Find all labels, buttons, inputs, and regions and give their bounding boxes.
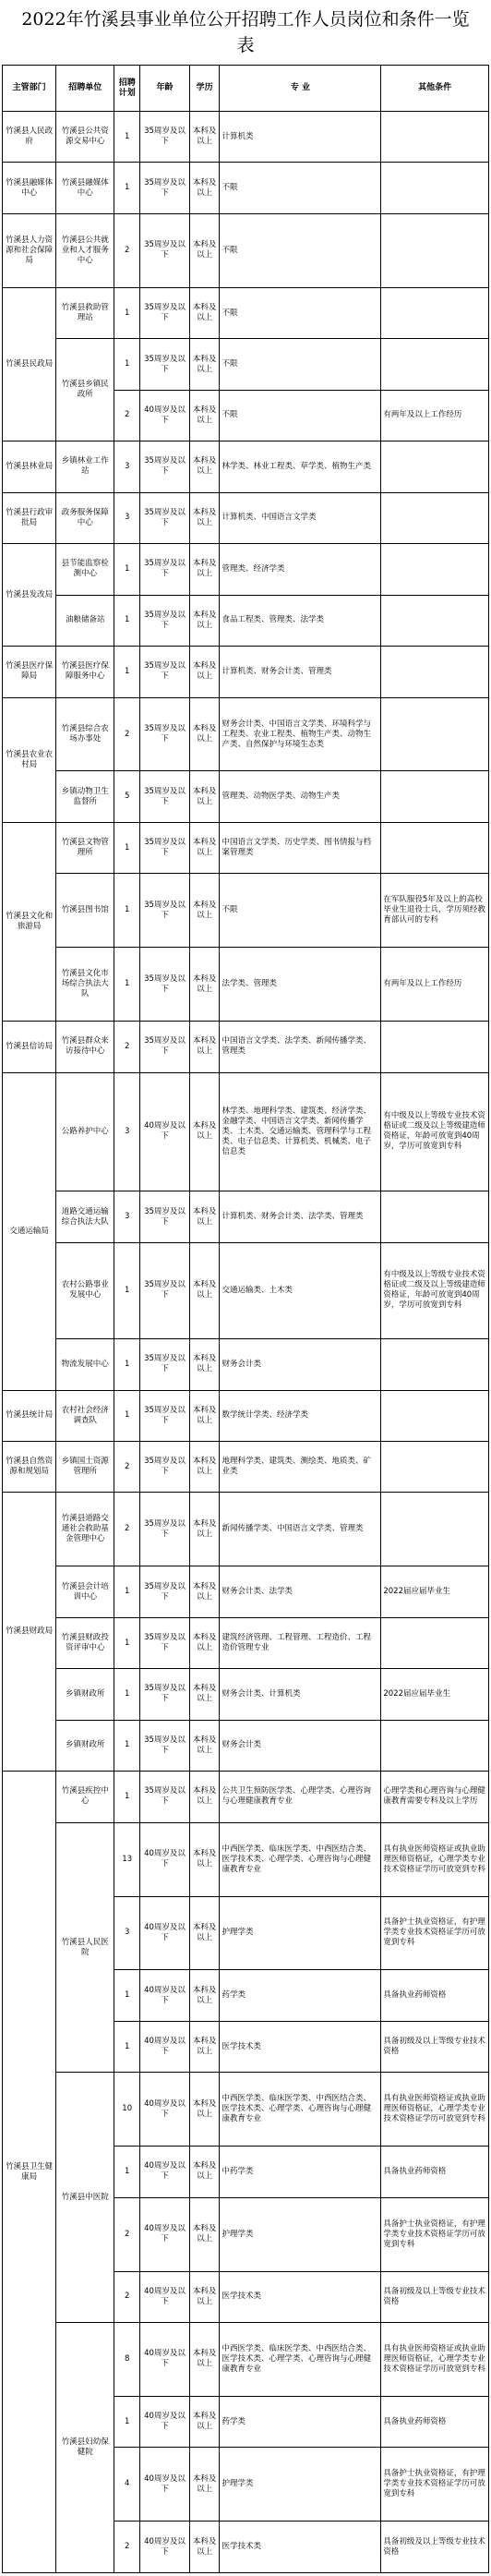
other-cell	[381, 1441, 489, 1492]
unit-cell: 物流发展中心	[56, 1339, 114, 1390]
other-cell: 具有执业医师资格证或执业助理医师资格证，心理学类专业技术资格证学历可放宽到专科	[381, 1822, 489, 1896]
plan-cell: 10	[114, 2073, 140, 2147]
major-cell: 财务会计类	[220, 1720, 381, 1771]
age-cell: 35周岁及以下	[140, 647, 190, 697]
unit-cell: 竹溪县救助管理站	[56, 287, 114, 338]
education-cell: 本科及以上	[189, 1339, 220, 1390]
major-cell: 林学类、地理科学类、建筑类、经济学类、金融学类、中国语言文学类、新闻传播学类、土木类、交通运输类、管理科学与工程类、电子信息类、计算机类、机械类、电子信息类	[220, 1072, 381, 1191]
department-cell: 竹溪县财政局	[3, 1493, 56, 1772]
other-cell	[381, 595, 489, 646]
table-row	[3, 1191, 489, 1242]
age-cell: 40周岁及以下	[140, 1970, 190, 2021]
unit-cell: 乡镇财政所	[56, 1669, 114, 1720]
education-cell: 本科及以上	[189, 948, 220, 1022]
education-cell: 本科及以上	[189, 595, 220, 646]
plan-cell: 1	[114, 1970, 140, 2021]
plan-cell: 2	[114, 1493, 140, 1566]
plan-cell: 1	[114, 163, 140, 213]
unit-cell: 乡镇国土资源管理所	[56, 1441, 114, 1492]
department-cell: 竹溪县人力资源和社会保障局	[3, 213, 56, 287]
plan-cell: 1	[114, 1720, 140, 1771]
unit-cell: 竹溪县会计培训中心	[56, 1566, 114, 1617]
other-cell	[381, 1617, 489, 1668]
major-cell: 不限	[220, 287, 381, 338]
major-cell: 交通运输类、土木类	[220, 1242, 381, 1338]
table-row	[3, 492, 489, 543]
plan-cell: 1	[114, 1242, 140, 1338]
age-cell: 35周岁及以下	[140, 1566, 190, 1617]
plan-cell: 1	[114, 1339, 140, 1390]
education-cell: 本科及以上	[189, 1390, 220, 1441]
other-cell	[381, 441, 489, 492]
other-cell	[381, 822, 489, 873]
plan-cell: 1	[114, 948, 140, 1022]
other-cell: 有两年及以上工作经历	[381, 390, 489, 441]
age-cell: 40周岁及以下	[140, 2396, 190, 2447]
department-cell: 竹溪县人民政府	[3, 112, 56, 163]
department-cell: 竹溪县行政审批局	[3, 492, 56, 543]
other-cell: 具备初级及以上等级专业技术资格	[381, 2271, 489, 2322]
education-cell: 本科及以上	[189, 163, 220, 213]
plan-cell: 1	[114, 112, 140, 163]
other-cell	[381, 1191, 489, 1242]
major-cell: 药学类	[220, 2396, 381, 2447]
table-row	[3, 1072, 489, 1191]
unit-cell: 竹溪县道路交通社会救助基金管理中心	[56, 1493, 114, 1566]
education-cell: 本科及以上	[189, 1493, 220, 1566]
age-cell: 35周岁及以下	[140, 1493, 190, 1566]
other-cell: 有中级及以上等级专业技术资格证或二级及以上等级建造师资格证，年龄可放宽到40周岁，学历可放宽到专科	[381, 1242, 489, 1338]
department-cell: 交通运输局	[3, 1072, 56, 1390]
major-cell: 计算机类、财务会计类、法学类、管理类	[220, 1191, 381, 1242]
plan-cell: 3	[114, 441, 140, 492]
table-body	[3, 112, 489, 2573]
department-cell: 竹溪县自然资源和规划局	[3, 1441, 56, 1492]
table-row	[3, 1493, 489, 1566]
plan-cell: 5	[114, 771, 140, 822]
major-cell: 新闻传播学类、中国语言文学类、管理类	[220, 1493, 381, 1566]
age-cell: 35周岁及以下	[140, 1390, 190, 1441]
unit-cell: 农村公路事业发展中心	[56, 1242, 114, 1338]
other-cell	[381, 492, 489, 543]
plan-cell: 1	[114, 647, 140, 697]
age-cell: 35周岁及以下	[140, 441, 190, 492]
other-cell: 具有执业医师资格证或执业助理医师资格证，心理学类专业技术资格证学历可放宽到专科	[381, 2323, 489, 2397]
plan-cell: 3	[114, 1191, 140, 1242]
major-cell: 中西医学类、临床医学类、中西医结合类、医学技术类、心理学类、心理咨询与心理健康教育专业	[220, 2073, 381, 2147]
plan-cell: 1	[114, 822, 140, 873]
other-cell	[381, 163, 489, 213]
table-row	[3, 1669, 489, 1720]
education-cell: 本科及以上	[189, 2073, 220, 2147]
age-cell: 40周岁及以下	[140, 2197, 190, 2271]
age-cell: 35周岁及以下	[140, 771, 190, 822]
header-other: 其他条件	[381, 66, 489, 112]
department-cell: 竹溪县发改局	[3, 544, 56, 647]
other-cell	[381, 213, 489, 287]
major-cell: 医学技术类	[220, 2522, 381, 2573]
age-cell: 35周岁及以下	[140, 697, 190, 771]
education-cell: 本科及以上	[189, 2021, 220, 2072]
major-cell: 护理学类	[220, 2448, 381, 2522]
other-cell: 具备护士执业资格证，有护理学类专业技术资格证学历可放宽到专科	[381, 1896, 489, 1970]
age-cell: 35周岁及以下	[140, 1441, 190, 1492]
table-row	[3, 1772, 489, 1822]
other-cell: 在军队服役5年及以上的高校毕业生退役士兵，学历须经教育部认可的专科	[381, 874, 489, 948]
education-cell: 本科及以上	[189, 339, 220, 390]
department-cell: 竹溪县融媒体中心	[3, 163, 56, 213]
age-cell: 35周岁及以下	[140, 948, 190, 1022]
unit-cell: 竹溪县公共资源交易中心	[56, 112, 114, 163]
age-cell: 40周岁及以下	[140, 2073, 190, 2147]
unit-cell: 竹溪县财政投资评审中心	[56, 1617, 114, 1668]
education-cell: 本科及以上	[189, 2396, 220, 2447]
age-cell: 35周岁及以下	[140, 1617, 190, 1668]
department-cell: 竹溪县信访局	[3, 1022, 56, 1072]
table-row	[3, 2073, 489, 2147]
plan-cell: 4	[114, 2448, 140, 2522]
age-cell: 35周岁及以下	[140, 339, 190, 390]
unit-cell: 公路养护中心	[56, 1072, 114, 1191]
other-cell	[381, 647, 489, 697]
other-cell: 有两年及以上工作经历	[381, 948, 489, 1022]
other-cell	[381, 544, 489, 595]
age-cell: 40周岁及以下	[140, 2323, 190, 2397]
other-cell: 具备执业药师资格	[381, 1970, 489, 2021]
plan-cell: 2	[114, 213, 140, 287]
age-cell: 35周岁及以下	[140, 1242, 190, 1338]
major-cell: 护理学类	[220, 1896, 381, 1970]
plan-cell: 1	[114, 544, 140, 595]
plan-cell: 1	[114, 595, 140, 646]
unit-cell: 竹溪县公共就业和人才服务中心	[56, 213, 114, 287]
major-cell: 财务会计类、计算机类	[220, 1669, 381, 1720]
major-cell: 不限	[220, 339, 381, 390]
other-cell: 具备护士执业资格证，有护理学类专业技术资格证学历可放宽到专科	[381, 2197, 489, 2271]
age-cell: 40周岁及以下	[140, 2021, 190, 2072]
unit-cell: 竹溪县乡镇民政所	[56, 339, 114, 441]
unit-cell: 竹溪县图书馆	[56, 874, 114, 948]
unit-cell: 竹溪县医疗保障服务中心	[56, 647, 114, 697]
other-cell	[381, 771, 489, 822]
table-row	[3, 1822, 489, 1896]
age-cell: 35周岁及以下	[140, 822, 190, 873]
table-row	[3, 441, 489, 492]
table-row	[3, 1617, 489, 1668]
other-cell	[381, 1390, 489, 1441]
major-cell: 建筑经济管理、工程管理、工程造价、工程造价管理专业	[220, 1617, 381, 1668]
other-cell	[381, 1339, 489, 1390]
age-cell: 35周岁及以下	[140, 287, 190, 338]
unit-cell: 政务服务保障中心	[56, 492, 114, 543]
education-cell: 本科及以上	[189, 2271, 220, 2322]
age-cell: 35周岁及以下	[140, 492, 190, 543]
major-cell: 不限	[220, 213, 381, 287]
education-cell: 本科及以上	[189, 1022, 220, 1072]
unit-cell: 竹溪县疾控中心	[56, 1772, 114, 1822]
age-cell: 35周岁及以下	[140, 1772, 190, 1822]
plan-cell: 1	[114, 1566, 140, 1617]
age-cell: 40周岁及以下	[140, 2448, 190, 2522]
age-cell: 35周岁及以下	[140, 544, 190, 595]
education-cell: 本科及以上	[189, 213, 220, 287]
plan-cell: 2	[114, 390, 140, 441]
education-cell: 本科及以上	[189, 1072, 220, 1191]
other-cell	[381, 1022, 489, 1072]
age-cell: 35周岁及以下	[140, 874, 190, 948]
major-cell: 计算机类	[220, 112, 381, 163]
plan-cell: 3	[114, 1072, 140, 1191]
table-row	[3, 1720, 489, 1771]
other-cell: 具备初级及以上等级专业技术资格	[381, 2522, 489, 2573]
table-row	[3, 287, 489, 338]
other-cell: 2022届应届毕业生	[381, 1566, 489, 1617]
unit-cell: 竹溪县综合农场办事处	[56, 697, 114, 771]
education-cell: 本科及以上	[189, 771, 220, 822]
other-cell	[381, 112, 489, 163]
major-cell: 财务会计类	[220, 1339, 381, 1390]
unit-cell: 竹溪县融媒体中心	[56, 163, 114, 213]
header-major: 专 业	[220, 66, 381, 112]
recruitment-table	[2, 65, 489, 2573]
age-cell: 35周岁及以下	[140, 1669, 190, 1720]
major-cell: 财务会计类、法学类	[220, 1566, 381, 1617]
age-cell: 40周岁及以下	[140, 2522, 190, 2573]
plan-cell: 1	[114, 1669, 140, 1720]
table-row	[3, 1566, 489, 1617]
education-cell: 本科及以上	[189, 1669, 220, 1720]
education-cell: 本科及以上	[189, 492, 220, 543]
age-cell: 35周岁及以下	[140, 595, 190, 646]
major-cell: 财务会计类、中国语言文学类、环境科学与工程类、农业工程类、植物生产类、动物生产类、自然保护与环境生态类	[220, 697, 381, 771]
header-age: 年龄	[140, 66, 190, 112]
table-row	[3, 112, 489, 163]
department-cell: 竹溪县卫生健康局	[3, 1772, 56, 2573]
table-row	[3, 2323, 489, 2397]
education-cell: 本科及以上	[189, 441, 220, 492]
major-cell: 地理科学类、建筑类、测绘类、地质类、矿业类	[220, 1441, 381, 1492]
plan-cell: 1	[114, 1617, 140, 1668]
major-cell: 法学类、管理类	[220, 948, 381, 1022]
plan-cell: 1	[114, 339, 140, 390]
unit-cell: 乡镇林业工作站	[56, 441, 114, 492]
unit-cell: 农村社会经济调查队	[56, 1390, 114, 1441]
education-cell: 本科及以上	[189, 2197, 220, 2271]
plan-cell: 2	[114, 1441, 140, 1492]
table-row	[3, 1022, 489, 1072]
department-cell: 竹溪县文化和旅游局	[3, 822, 56, 1021]
age-cell: 40周岁及以下	[140, 2271, 190, 2322]
education-cell: 本科及以上	[189, 647, 220, 697]
education-cell: 本科及以上	[189, 1566, 220, 1617]
unit-cell: 竹溪县妇幼保健院	[56, 2323, 114, 2573]
education-cell: 本科及以上	[189, 822, 220, 873]
plan-cell: 3	[114, 1896, 140, 1970]
major-cell: 不限	[220, 390, 381, 441]
department-cell: 竹溪县医疗保障局	[3, 647, 56, 697]
major-cell: 药学类	[220, 1970, 381, 2021]
unit-cell: 竹溪县文化市场综合执法大队	[56, 948, 114, 1022]
major-cell: 食品工程类、管理类、法学类	[220, 595, 381, 646]
table-row	[3, 1242, 489, 1338]
plan-cell: 3	[114, 492, 140, 543]
education-cell: 本科及以上	[189, 1896, 220, 1970]
table-row	[3, 697, 489, 771]
unit-cell: 道路交通运输综合执法大队	[56, 1191, 114, 1242]
department-cell: 竹溪县林业局	[3, 441, 56, 492]
unit-cell: 竹溪县文物管理所	[56, 822, 114, 873]
table-row	[3, 771, 489, 822]
age-cell: 40周岁及以下	[140, 390, 190, 441]
major-cell: 医学技术类	[220, 2271, 381, 2322]
education-cell: 本科及以上	[189, 112, 220, 163]
age-cell: 35周岁及以下	[140, 1720, 190, 1771]
education-cell: 本科及以上	[189, 1970, 220, 2021]
plan-cell: 1	[114, 2021, 140, 2072]
major-cell: 中国语言文学类、法学类、新闻传播学类、管理类	[220, 1022, 381, 1072]
major-cell: 医学技术类	[220, 2021, 381, 2072]
education-cell: 本科及以上	[189, 2147, 220, 2197]
major-cell: 管理类、动物医学类、动物生产类	[220, 771, 381, 822]
education-cell: 本科及以上	[189, 874, 220, 948]
major-cell: 数学统计学类、经济学类	[220, 1390, 381, 1441]
education-cell: 本科及以上	[189, 1441, 220, 1492]
unit-cell: 县节能监察检测中心	[56, 544, 114, 595]
plan-cell: 8	[114, 2323, 140, 2397]
plan-cell: 2	[114, 697, 140, 771]
unit-cell: 竹溪县人民医院	[56, 1822, 114, 2073]
age-cell: 35周岁及以下	[140, 1022, 190, 1072]
header-education: 学历	[189, 66, 220, 112]
header-unit: 招聘单位	[56, 66, 114, 112]
table-row	[3, 822, 489, 873]
major-cell: 中国语言文学类、历史学类、图书情报与档案管理类	[220, 822, 381, 873]
plan-cell: 1	[114, 2147, 140, 2197]
plan-cell: 1	[114, 874, 140, 948]
major-cell: 计算机类、财务会计类、管理类	[220, 647, 381, 697]
plan-cell: 2	[114, 2271, 140, 2322]
education-cell: 本科及以上	[189, 1772, 220, 1822]
age-cell: 35周岁及以下	[140, 1339, 190, 1390]
other-cell	[381, 1720, 489, 1771]
education-cell: 本科及以上	[189, 1617, 220, 1668]
major-cell: 不限	[220, 163, 381, 213]
plan-cell: 2	[114, 1022, 140, 1072]
education-cell: 本科及以上	[189, 1242, 220, 1338]
other-cell	[381, 339, 489, 390]
table-row	[3, 544, 489, 595]
plan-cell: 2	[114, 2522, 140, 2573]
table-row	[3, 948, 489, 1022]
department-cell: 竹溪县统计局	[3, 1390, 56, 1441]
major-cell: 管理类、经济学类	[220, 544, 381, 595]
age-cell: 40周岁及以下	[140, 1822, 190, 1896]
other-cell: 具备初级及以上等级专业技术资格	[381, 2021, 489, 2072]
table-row	[3, 1339, 489, 1390]
major-cell: 中西医学类、临床医学类、中西医结合类、医学技术类、心理学类、心理咨询与心理健康教育专业	[220, 1822, 381, 1896]
table-row	[3, 163, 489, 213]
plan-cell: 2	[114, 2197, 140, 2271]
education-cell: 本科及以上	[189, 544, 220, 595]
age-cell: 35周岁及以下	[140, 213, 190, 287]
table-row	[3, 213, 489, 287]
department-cell: 竹溪县民政局	[3, 287, 56, 441]
header-plan: 招聘计划	[114, 66, 140, 112]
other-cell	[381, 287, 489, 338]
plan-cell: 1	[114, 1390, 140, 1441]
age-cell: 35周岁及以下	[140, 1191, 190, 1242]
unit-cell: 乡镇财政所	[56, 1720, 114, 1771]
age-cell: 35周岁及以下	[140, 163, 190, 213]
unit-cell: 油粮储备站	[56, 595, 114, 646]
table-row	[3, 1390, 489, 1441]
page-title: 2022年竹溪县事业单位公开招聘工作人员岗位和条件一览表	[21, 9, 470, 55]
unit-cell: 乡镇动物卫生监督所	[56, 771, 114, 822]
age-cell: 40周岁及以下	[140, 2147, 190, 2197]
major-cell: 不限	[220, 874, 381, 948]
plan-cell: 1	[114, 2396, 140, 2447]
education-cell: 本科及以上	[189, 2522, 220, 2573]
plan-cell: 1	[114, 1772, 140, 1822]
header-department: 主管部门	[3, 66, 56, 112]
table-row	[3, 1441, 489, 1492]
table-row	[3, 339, 489, 390]
education-cell: 本科及以上	[189, 2323, 220, 2397]
other-cell: 具备执业药师资格	[381, 2147, 489, 2197]
unit-cell: 竹溪县中医院	[56, 2073, 114, 2323]
unit-cell: 竹溪县群众来访接待中心	[56, 1022, 114, 1072]
education-cell: 本科及以上	[189, 697, 220, 771]
age-cell: 40周岁及以下	[140, 1072, 190, 1191]
other-cell	[381, 1493, 489, 1566]
department-cell: 竹溪县农业农村局	[3, 697, 56, 822]
major-cell: 林学类、林业工程类、草学类、植物生产类	[220, 441, 381, 492]
other-cell: 具备执业药师资格	[381, 2396, 489, 2447]
plan-cell: 13	[114, 1822, 140, 1896]
other-cell: 有中级及以上等级专业技术资格证或二级及以上等级建造师资格证，年龄可放宽到40周岁，学历可放宽到专科	[381, 1072, 489, 1191]
table-row	[3, 874, 489, 948]
education-cell: 本科及以上	[189, 287, 220, 338]
education-cell: 本科及以上	[189, 2448, 220, 2522]
major-cell: 中西医学类、临床医学类、中西医结合类、医学技术类、心理学类、心理咨询与心理健康教育专业	[220, 2323, 381, 2397]
education-cell: 本科及以上	[189, 1720, 220, 1771]
other-cell: 心理学类和心理咨询与心理健康教育需要专科及以上学历	[381, 1772, 489, 1822]
other-cell: 2022届应届毕业生	[381, 1669, 489, 1720]
education-cell: 本科及以上	[189, 1822, 220, 1896]
table-row	[3, 647, 489, 697]
education-cell: 本科及以上	[189, 1191, 220, 1242]
major-cell: 公共卫生预防医学类、心理学类、心理咨询与心理健康教育专业	[220, 1772, 381, 1822]
table-row	[3, 595, 489, 646]
other-cell	[381, 697, 489, 771]
major-cell: 计算机类、中国语言文学类	[220, 492, 381, 543]
major-cell: 护理学类	[220, 2197, 381, 2271]
major-cell: 中药学类	[220, 2147, 381, 2197]
age-cell: 35周岁及以下	[140, 112, 190, 163]
other-cell: 具备护士执业资格证，有护理学类专业技术资格证学历可放宽到专科	[381, 2448, 489, 2522]
education-cell: 本科及以上	[189, 390, 220, 441]
table-header-row	[3, 66, 489, 112]
plan-cell: 1	[114, 287, 140, 338]
age-cell: 40周岁及以下	[140, 1896, 190, 1970]
other-cell: 具有执业医师资格证或执业助理医师资格证，心理学类专业技术资格证学历可放宽到专科	[381, 2073, 489, 2147]
